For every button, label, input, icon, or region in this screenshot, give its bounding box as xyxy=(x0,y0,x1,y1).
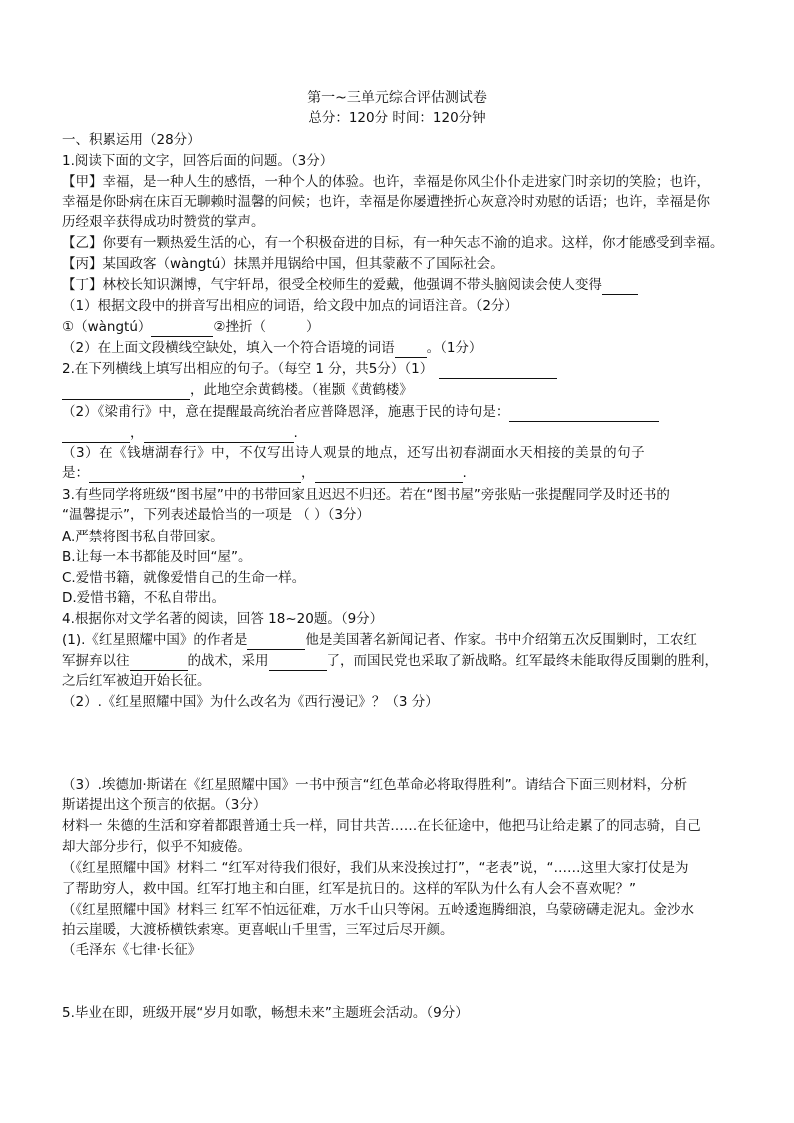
question-3-stem-line2: “温馨提示”，下列表述最恰当的一项是 （ ）（3分） xyxy=(62,507,370,523)
material-3-line2: 拍云崖暖，大渡桥横铁索寒。更喜岷山千里雪，三军过后尽开颜。 xyxy=(62,922,454,938)
passage-ding-text: 【丁】林校长知识渊博，气宇轩昂，很受全校师生的爱戴，他强调不带头脑阅读会使人变得 xyxy=(62,277,602,293)
question-1-sub2-text: （2）在上面文段横线空缺处，填入一个符合语境的词语 xyxy=(62,340,395,356)
answer-blank[interactable] xyxy=(315,468,463,483)
option-b[interactable]: B.让每一本书都能及时回“屋”。 xyxy=(62,549,252,565)
exam-meta: 总分：120分 时间：120分钟 xyxy=(308,110,486,126)
question-4-stem: 4.根据你对文学名著的阅读，回答 18~20题。（9分） xyxy=(62,611,384,627)
exam-title: 第一~三单元综合评估测试卷 xyxy=(307,90,487,106)
question-1-sub2 xyxy=(62,338,742,358)
passage-jia-line2: 幸福是你卧病在床百无聊赖时温馨的问候；也许，幸福是你屡遭挫折心灰意冷时劝慰的话语；也许，幸福是你 xyxy=(62,194,710,210)
question-4-sub1-line1 xyxy=(62,630,742,650)
section-heading: 一、积累运用（28分） xyxy=(62,132,201,148)
material-3-line3: （毛泽东《七律·长征》 xyxy=(62,942,202,958)
option-d[interactable]: D.爱惜书籍，不私自带出。 xyxy=(62,590,226,606)
question-2-line1-tail: ，此地空余黄鹤楼。（崔颢《黄鹤楼》 xyxy=(190,382,413,398)
question-4-sub1-line2 xyxy=(62,651,742,671)
answer-blank[interactable] xyxy=(509,407,659,422)
question-5-stem: 5.毕业在即，班级开展“岁月如歌，畅想未来”主题班会活动。（9分） xyxy=(62,1005,469,1021)
question-2-stem-text: 2.在下列横线上填写出相应的句子。（每空 1 分，共5分）（1） xyxy=(62,361,434,377)
question-4-sub1-text-d: 的战术，采用 xyxy=(187,653,269,669)
question-4-sub1-text-a: (1).《红星照耀中国》的作者是 xyxy=(62,632,248,648)
question-4-sub1-text-b: 他是美国著名新闻记者、作家。书中介绍第五次反围剿时，工农红 xyxy=(305,632,697,648)
question-3-stem-line1: 3.有些同学将班级“图书屋”中的书带回家且迟迟不归还。若在“图书屋”旁张贴一张提醒同学及时还书的 xyxy=(62,487,670,503)
answer-blank[interactable] xyxy=(395,343,427,358)
answer-blank[interactable] xyxy=(62,385,190,400)
passage-jia-line1: 【甲】幸福，是一种人生的感悟，一种个人的体验。也许，幸福是你风尘仆仆走进家门时亲切的笑脸；也许， xyxy=(62,174,710,190)
question-2-sub2-answers xyxy=(62,423,742,443)
question-4-sub1-text-e: 了，而国民党也采取了新战略。红军最终未能取得反围剿的胜利， xyxy=(326,653,718,669)
question-4-sub2: （2）.《红星照耀中国》为什么改名为《西行漫记》？（3 分） xyxy=(62,694,439,710)
question-2-sub3-answers xyxy=(62,463,742,483)
passage-bing: 【丙】某国政客（wàngtú）抹黑并甩锅给中国，但其蒙蔽不了国际社会。 xyxy=(62,256,504,272)
answer-blank[interactable] xyxy=(269,656,327,671)
period: . xyxy=(462,465,467,481)
comma: ， xyxy=(301,465,315,481)
material-1-line2: 却大部分步行，似乎不知疲倦。 xyxy=(62,839,251,855)
question-4-sub3-line2: 斯诺提出这个预言的依据。（3分） xyxy=(62,797,267,813)
option-c[interactable]: C.爱惜书籍，就像爱惜自己的生命一样。 xyxy=(62,570,306,586)
question-2-stem xyxy=(62,359,742,379)
question-1-stem: 1.阅读下面的文字，回答后面的问题。（3分） xyxy=(62,153,334,169)
comma: ， xyxy=(130,425,144,441)
option-a[interactable]: A.严禁将图书私自带回家。 xyxy=(62,529,224,545)
period: . xyxy=(293,425,298,441)
question-1-sub1: （1）根据文段中的拼音写出相应的词语，给文段中加点的词语注音。（2分） xyxy=(62,298,518,314)
answer-blank[interactable] xyxy=(144,428,294,443)
answer-blank[interactable] xyxy=(151,322,213,337)
material-2-line1: （《红星照耀中国》材料二 “红军对待我们很好，我们从来没挨过打”，“老表”说，“……这里大家打仗是为 xyxy=(62,860,689,876)
answer-label: 是： xyxy=(62,465,89,481)
passage-jia-line3: 历经艰辛获得成功时赞赏的掌声。 xyxy=(62,214,265,230)
paren-close: ） xyxy=(306,319,320,335)
question-2-line1 xyxy=(62,380,742,400)
word-label: ②挫折（ xyxy=(213,319,267,335)
question-4-sub1-line3: 之后红军被迫开始长征。 xyxy=(62,673,211,689)
answer-blank[interactable] xyxy=(89,468,301,483)
answer-blank[interactable] xyxy=(439,364,557,379)
answer-blank[interactable] xyxy=(602,280,638,295)
question-1-sub2-score: 。（1分） xyxy=(426,340,483,356)
question-2-sub2-text: （2）《梁甫行》中，意在提醒最高统治者应普降恩泽，施惠于民的诗句是： xyxy=(62,404,510,420)
question-1-sub1-answers xyxy=(62,317,742,337)
material-2-line2: 了帮助穷人，救中国。红军打地主和白匪，红军是抗日的。这样的军队为什么有人会不喜欢呢？” xyxy=(62,881,636,897)
material-3-line1: （《红星照耀中国》材料三 红军不怕远征难，万水千山只等闲。五岭逶迤腾细浪，乌蒙磅礴走泥丸。金沙水 xyxy=(62,902,695,918)
pinyin-label: ①（wàngtú） xyxy=(62,319,152,335)
material-1-line1: 材料一 朱德的生活和穿着都跟普通士兵一样，同甘共苦……在长征途中，他把马让给走累了的同志骑，自己 xyxy=(62,818,701,834)
answer-blank[interactable] xyxy=(130,656,188,671)
question-2-sub2 xyxy=(62,402,742,422)
answer-blank[interactable] xyxy=(247,635,305,650)
question-4-sub1-text-c: 军摒弃以往 xyxy=(62,653,130,669)
question-4-sub3-line1: （3）.埃德加·斯诺在《红星照耀中国》一书中预言“红色革命必将取得胜利”。请结合下面三则材料，分析 xyxy=(62,777,688,793)
passage-yi: 【乙】你要有一颗热爱生活的心，有一个积极奋进的目标，有一种矢志不渝的追求。这样，你才能感受到幸福。 xyxy=(62,235,724,251)
answer-blank[interactable] xyxy=(62,428,130,443)
passage-ding xyxy=(62,275,742,295)
question-2-sub3: （3）在《钱塘湖春行》中，不仅写出诗人观景的地点，还写出初春湖面水天相接的美景的句子 xyxy=(62,445,646,461)
